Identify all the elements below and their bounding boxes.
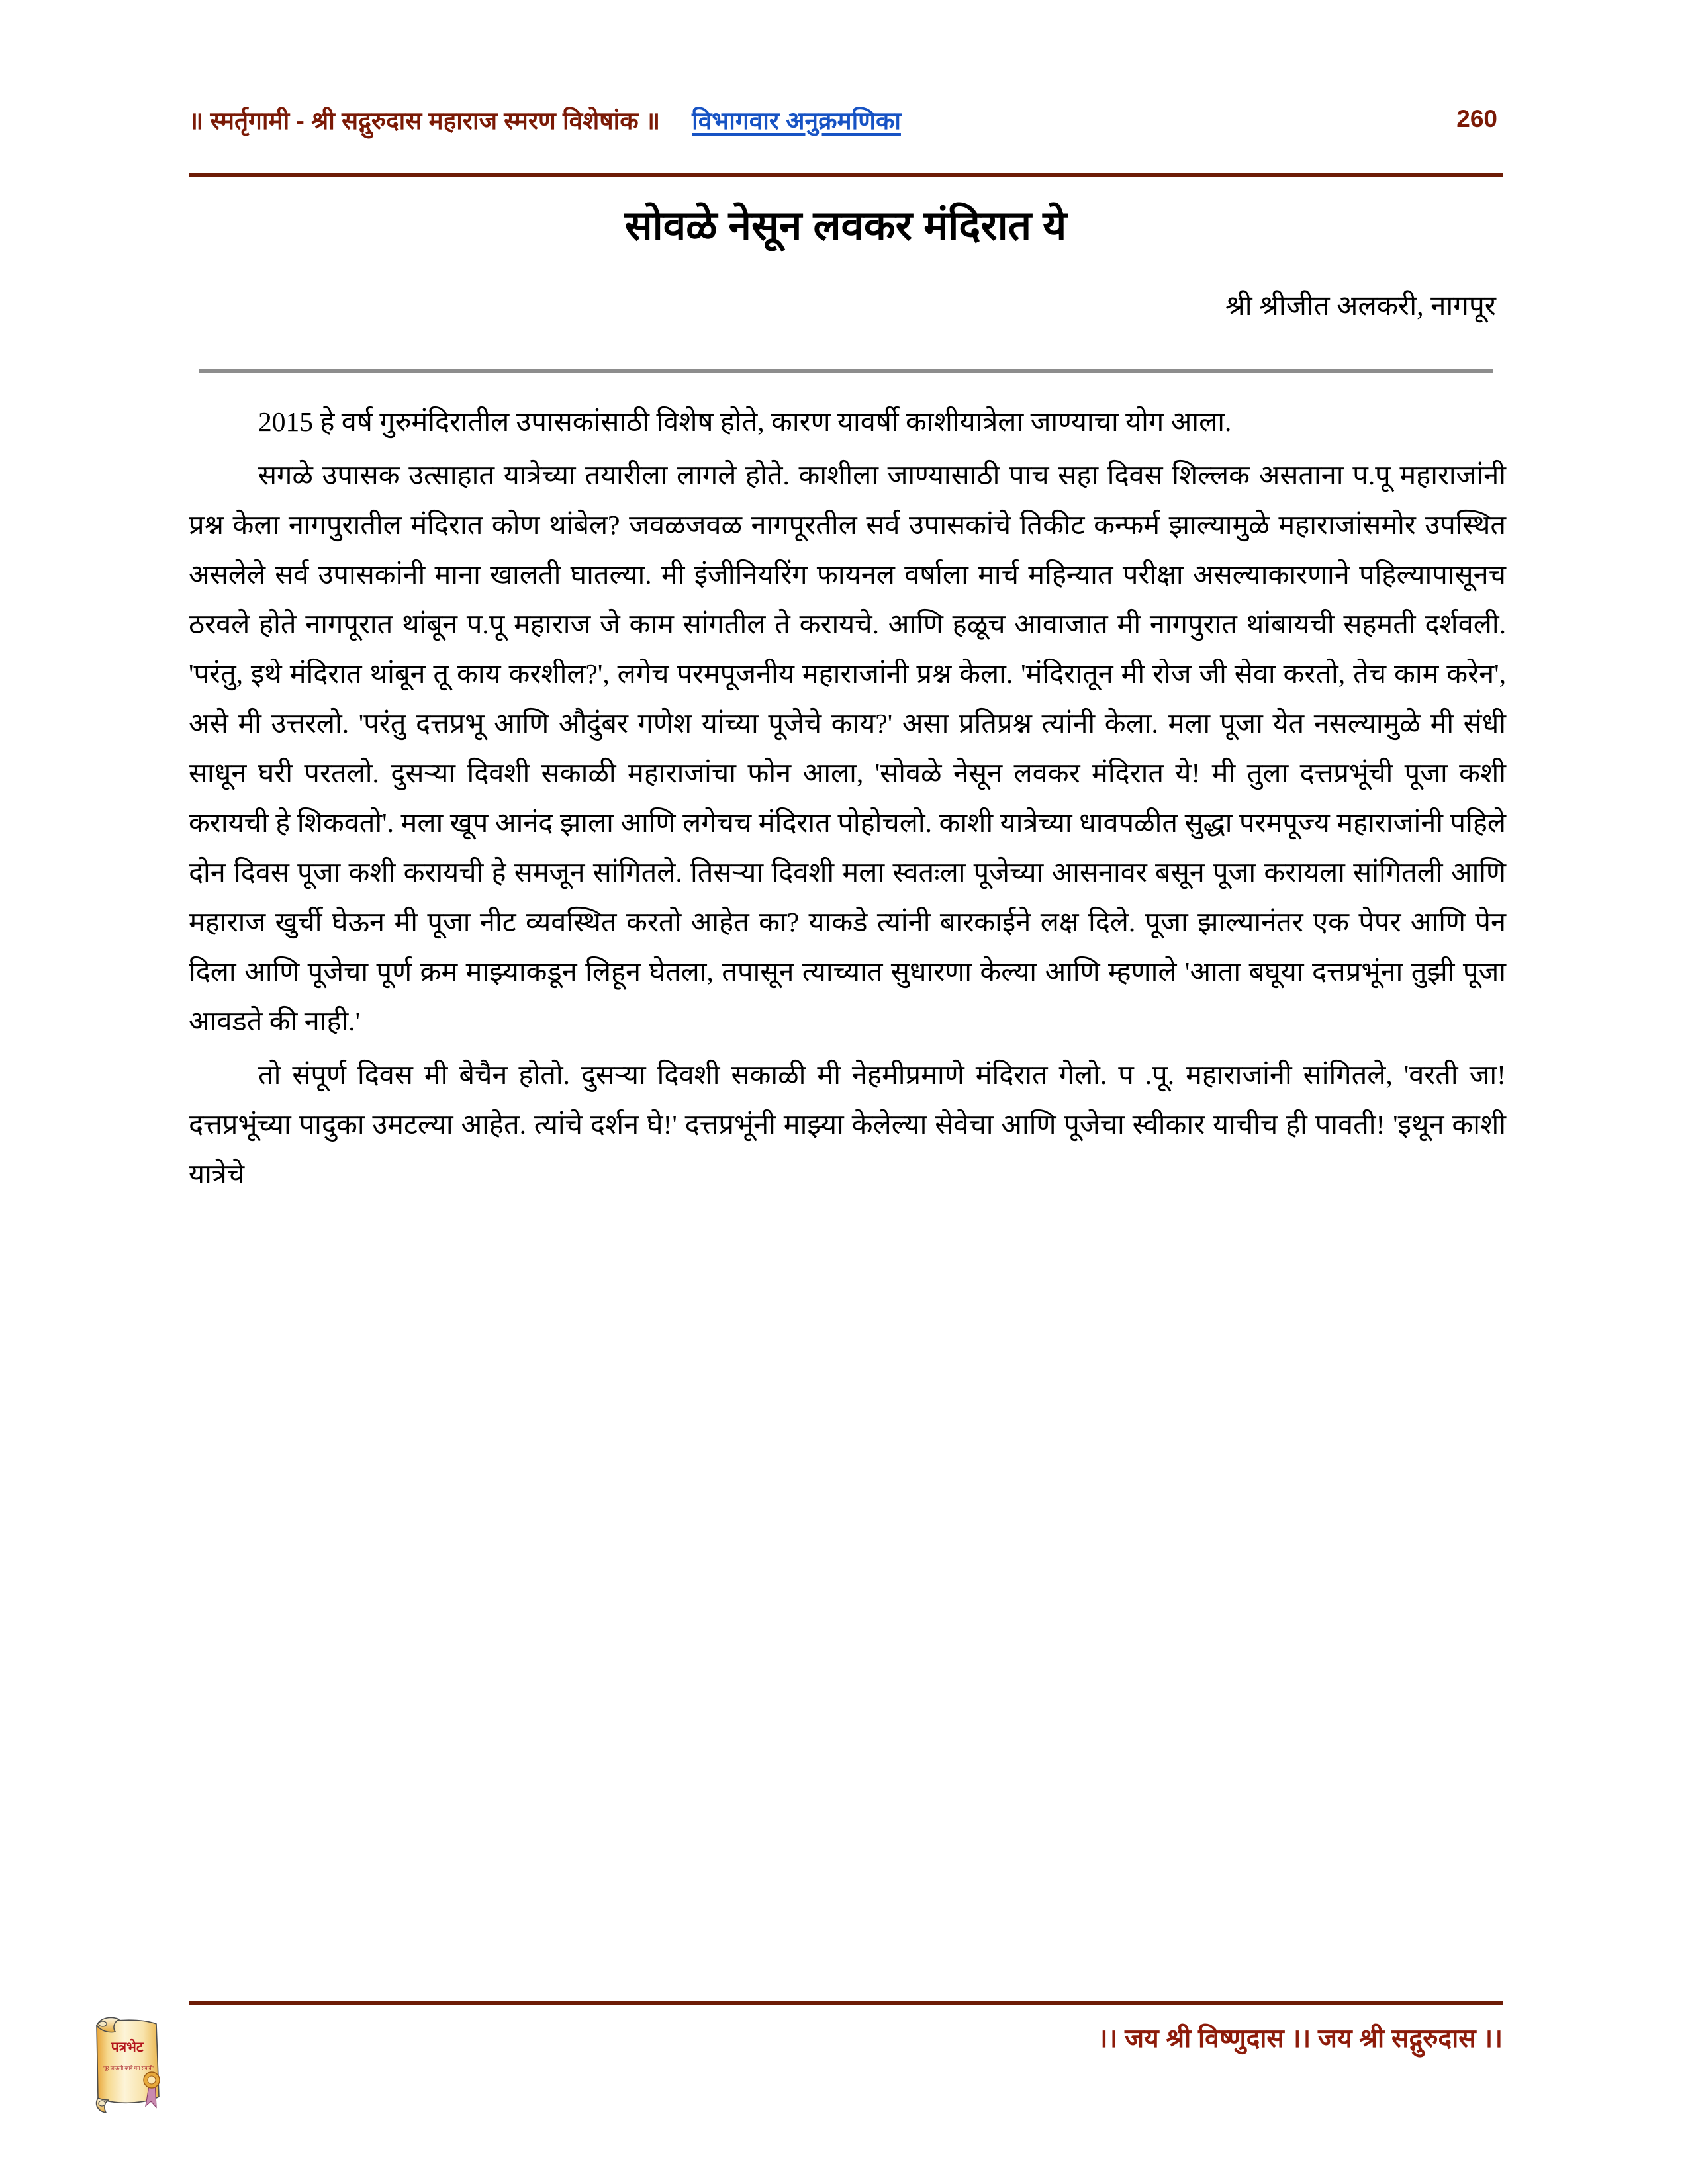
article-author: श्री श्रीजीत अलकरी, नागपूर: [1225, 291, 1496, 322]
page-title: सोवळे नेसून लवकर मंदिरात ये: [624, 203, 1067, 249]
footer-divider: [189, 2001, 1503, 2005]
logo-tagline-text: "दूर जाऊनी व्हावे मन संवादी": [102, 2065, 155, 2071]
logo-title-text: पत्रभेट: [111, 2040, 144, 2055]
paragraph: 2015 हे वर्ष गुरुमंदिरातील उपासकांसाठी विशेष होते, कारण यावर्षी काशीयात्रेला जाण्याचा योग आला.: [258, 406, 1232, 437]
index-link[interactable]: विभागवार अनुक्रमणिका: [692, 107, 901, 134]
page-number: 260: [1456, 105, 1497, 132]
paragraph: सगळे उपासक उत्साहात यात्रेच्या तयारीला लागले होते. काशीला जाण्यासाठी पाच सहा दिवस शिल्लक असताना प.पू महाराजांनी प्रश्न केला नागपुरातील मंदिरात कोण थांबेल? जवळजवळ नागपूरतील सर्व उपासकांचे तिकीट कन्फर्म झाल्यामुळे महाराजांसमोर उपस्थित असलेले सर्व उपासकांनी माना खालती घातल्या. मी इंजीनियरिंग फायनल वर्षाला मार्च महिन्यात परीक्षा असल्याकारणाने पहिल्यापासूनच ठरवले होते नागपूरात थांबून प.पू महाराज जे काम सांगतील ते करायचे. आणि हळूच आवाजात मी नागपुरात थांबायची सहमती दर्शवली. 'परंतु, इथे मंदिरात थांबून तू काय करशील?', लगेच परमपूजनीय महाराजांनी प्रश्न केला. 'मंदिरातून मी रोज जी सेवा करतो, तेच काम करेन', असे मी उत्तरलो. 'परंतु दत्तप्रभू आणि औदुंबर गणेश यांच्या पूजेचे काय?' असा प्रतिप्रश्न त्यांनी केला. मला पूजा येत नसल्यामुळे मी संधी साधून घरी परतलो. दुसऱ्या दिवशी सकाळी महाराजांचा फोन आला, 'सोवळे नेसून लवकर मंदिरात ये! मी तुला दत्तप्रभूंची पूजा कशी करायची हे शिकवतो'. मला खूप आनंद झाला आणि लगेचच मंदिरात पोहोचलो. काशी यात्रेच्या धावपळीत सुद्धा परमपूज्य महाराजांनी पहिले दोन दिवस पूजा कशी करायची हे समजून सांगितले. तिसऱ्या दिवशी मला स्वतःला पूजेच्या आसनावर बसून पूजा करायला सांगितली आणि महाराज खुर्ची घेऊन मी पूजा नीट व्यवस्थित करतो आहेत का? याकडे त्यांनी बारकाईने लक्ष दिले. पूजा झाल्यानंतर एक पेपर आणि पेन दिला आणि पूजेचा पूर्ण क्रम माझ्याकडून लिहून घेतला, तपासून त्याच्यात सुधारणा केल्या आणि म्हणाले 'आता बघूया दत्तप्रभूंना तुझी पूजा आवडते की नाही.': [189, 460, 1506, 1036]
paragraph: तो संपूर्ण दिवस मी बेचैन होतो. दुसऱ्या दिवशी सकाळी मी नेहमीप्रमाणे मंदिरात गेलो. प .पू. महाराजांनी सांगितले, 'वरती जा! दत्तप्रभूंच्या पादुका उमटल्या आहेत. त्यांचे दर्शन घे!' दत्तप्रभूंनी माझ्या केलेल्या सेवेचा आणि पूजेचा स्वीकार याचीच ही पावती! 'इथून काशी यात्रेचे: [189, 1060, 1506, 1189]
article-body: [189, 397, 1506, 1203]
patrabhet-logo: [85, 2013, 171, 2116]
title-divider: [199, 369, 1493, 373]
page-header: [189, 93, 1503, 146]
footer-mantra: ।। जय श्री विष्णुदास ।। जय श्री सद्गुरुदास ।।: [1098, 2025, 1503, 2053]
header-divider: [189, 173, 1503, 177]
issue-title: ॥ स्मर्तृगामी - श्री सद्गुरुदास महाराज स्मरण विशेषांक ॥: [189, 107, 661, 134]
